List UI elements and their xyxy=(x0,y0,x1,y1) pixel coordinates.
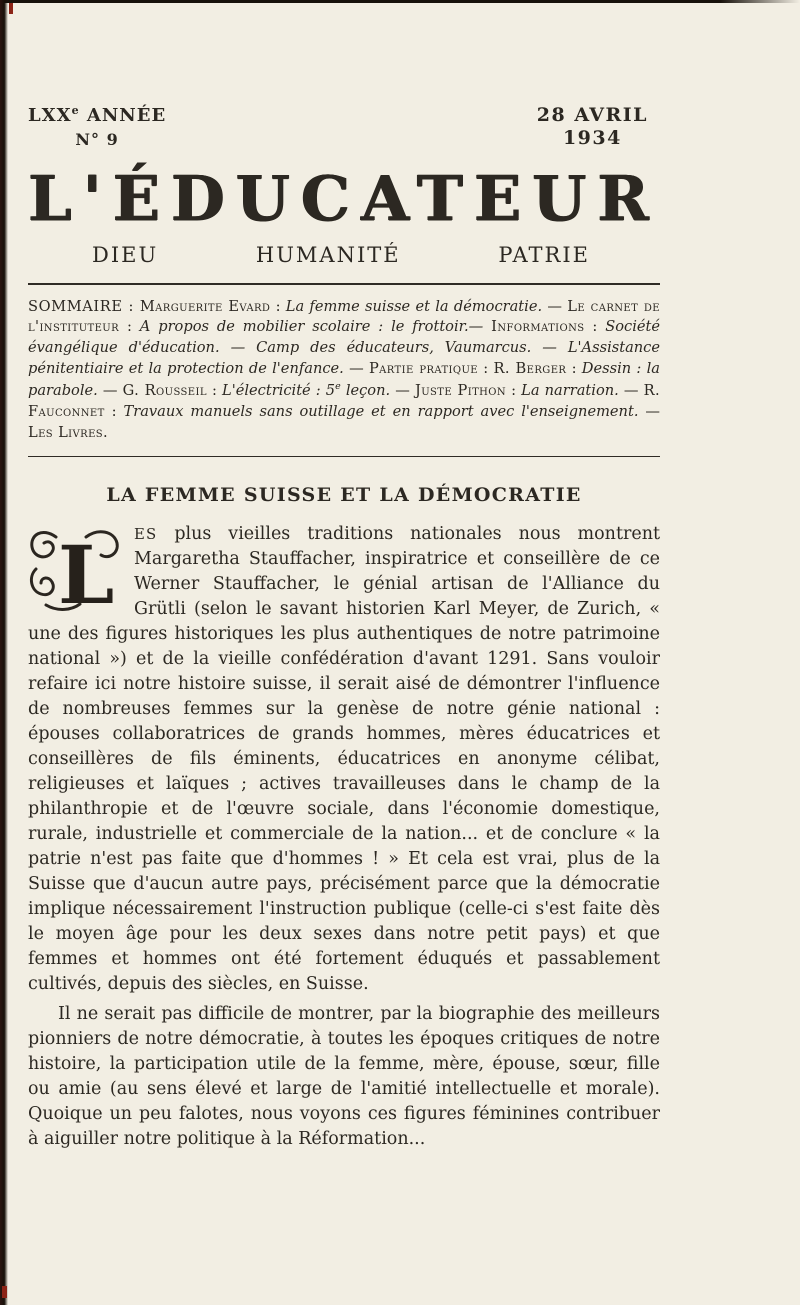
sommaire-segment: e xyxy=(335,381,341,393)
sommaire-segment: — xyxy=(542,297,568,315)
sommaire-segment: Travaux manuels sans outillage et en rapport avec l'enseignement. xyxy=(123,402,639,420)
sommaire-segment: — xyxy=(638,402,660,420)
sommaire-segment: R. Fauconnet xyxy=(28,381,661,420)
motto-patrie: PATRIE xyxy=(498,242,590,267)
sommaire-segment: Partie pratique xyxy=(368,360,478,378)
sommaire-segment: R. Berger xyxy=(493,360,567,378)
issue-number: N° 9 xyxy=(75,130,119,149)
sommaire-segment: Dessin : la parabole. xyxy=(28,360,660,399)
sommaire-segment: — xyxy=(618,381,644,399)
sommaire-segment: Les Livres. xyxy=(28,423,109,441)
ornamental-initial xyxy=(28,525,124,621)
sommaire-segment: : xyxy=(104,402,124,420)
journal-title: L'ÉDUCATEUR xyxy=(28,161,660,235)
article-paragraph-1 xyxy=(28,522,660,997)
volume-block xyxy=(28,104,166,149)
date-block xyxy=(537,104,648,150)
motto-humanite: HUMANITÉ xyxy=(255,242,401,267)
sommaire-segment: : xyxy=(566,360,582,378)
sommaire-segment: leçon. xyxy=(340,381,391,399)
article xyxy=(28,484,660,1152)
dropcap-letter: L xyxy=(58,528,115,614)
date-year: 1934 xyxy=(562,126,622,149)
paragraph-1-text: plus vieilles traditions nationales nous montrent Margaretha Stauffacher, inspiratrice et conseillère de ce Werner Stauffacher, le génial artisan de l'Alliance du Grütli (selon le savant historien Karl Meyer, de Zurich, « une des figures historiques les plus authentiques de notre patrimoine national ») et de la vieille confédération d'avant 1291. Sans vouloir refaire ici notre histoire suisse, il serait aisé de démontrer l'influence de nombreuses femmes sur la genèse de notre génie national : épouses collaboratrices de grands hommes, mères éducatrices et conseillères de fils éminents, éducatrices en anonyme célibat, religieuses et laïques ; actives travailleuses dans le champ de la philanthropie et de l'œuvre sociale, dans l'économie domestique, rurale, industrielle et commerciale de la nation... et de conclure « la patrie n'est pas faite que d'hommes ! » Et cela est vrai, plus de la Suisse que d'aucun autre pays, précisément parce que la démocratie implique nécessairement l'instruction publique (celle-ci s'est faite dès le moyen âge pour les deux sexes dans notre petit pays) et que femmes et hommes ont été fortement éduqués et passablement cultivés, depuis des siècles, en Suisse. xyxy=(28,524,660,995)
sommaire-segment: : xyxy=(584,318,606,336)
sommaire-segment: — xyxy=(390,381,415,399)
masthead xyxy=(28,0,660,267)
sommaire-segment: G. Rousseil xyxy=(122,381,207,399)
volume-word: ANNÉE xyxy=(86,105,167,126)
sommaire-segment: : xyxy=(478,360,494,378)
sommaire-segment: La narration. xyxy=(521,381,619,399)
date-day-month: 28 AVRIL xyxy=(536,104,648,126)
scan-mark-bottom xyxy=(2,1286,7,1298)
article-title: LA FEMME SUISSE ET LA DÉMOCRATIE xyxy=(106,484,582,507)
lead-capitals: ES xyxy=(134,525,158,544)
sommaire-segment: : xyxy=(206,381,223,399)
sommaire-text xyxy=(28,297,660,444)
sommaire-segment: Le carnet de l'instituteur xyxy=(28,297,660,336)
sommaire-segment: A propos de mobilier scolaire : le frottoir.— xyxy=(139,318,484,336)
volume-roman: LXX xyxy=(28,105,72,126)
motto-row xyxy=(28,243,660,267)
sommaire-segment: Informations xyxy=(491,318,585,336)
sommaire-segment: Juste Pithon xyxy=(414,381,507,399)
sommaire-segment: SOMMAIRE : xyxy=(28,297,140,315)
sommaire-segment: — xyxy=(343,360,369,378)
volume-year xyxy=(28,104,166,126)
volume-superscript: e xyxy=(71,104,80,117)
sommaire-segment xyxy=(483,318,491,335)
sommaire-segment: L'électricité : 5 xyxy=(222,381,336,399)
sommaire-segment: Société évangélique d'éducation. — Camp des éducateurs, Vaumarcus. — L'Assistance pénitentiaire et la protection de l'enfance. xyxy=(28,318,660,378)
sommaire-segment: La femme suisse et la démocratie. xyxy=(285,297,543,315)
article-paragraph-2: Il ne serait pas difficile de montrer, par la biographie des meilleurs pionniers de notre démocratie, à toutes les époques critiques de notre histoire, la participation utile de la femme, mère, épouse, sœur, fille ou amie (au sens élevé et large de l'amitié intellectuelle et morale). Quoique un peu falotes, nous voyons ces figures féminines contribuer à aiguiller notre politique à la Réformation... xyxy=(28,1004,660,1150)
motto-dieu: DIEU xyxy=(92,242,159,267)
sommaire-segment: Marguerite Evard xyxy=(139,297,271,315)
divider-rule-bottom xyxy=(28,456,660,457)
sommaire-segment: — xyxy=(97,381,123,399)
sommaire-segment: : xyxy=(506,381,522,399)
sommaire-segment: : xyxy=(119,318,140,336)
divider-rule-top xyxy=(28,283,660,285)
masthead-top-row xyxy=(28,0,660,150)
sommaire-segment: : xyxy=(270,297,286,315)
dropcap-ornament-icon xyxy=(28,525,124,613)
